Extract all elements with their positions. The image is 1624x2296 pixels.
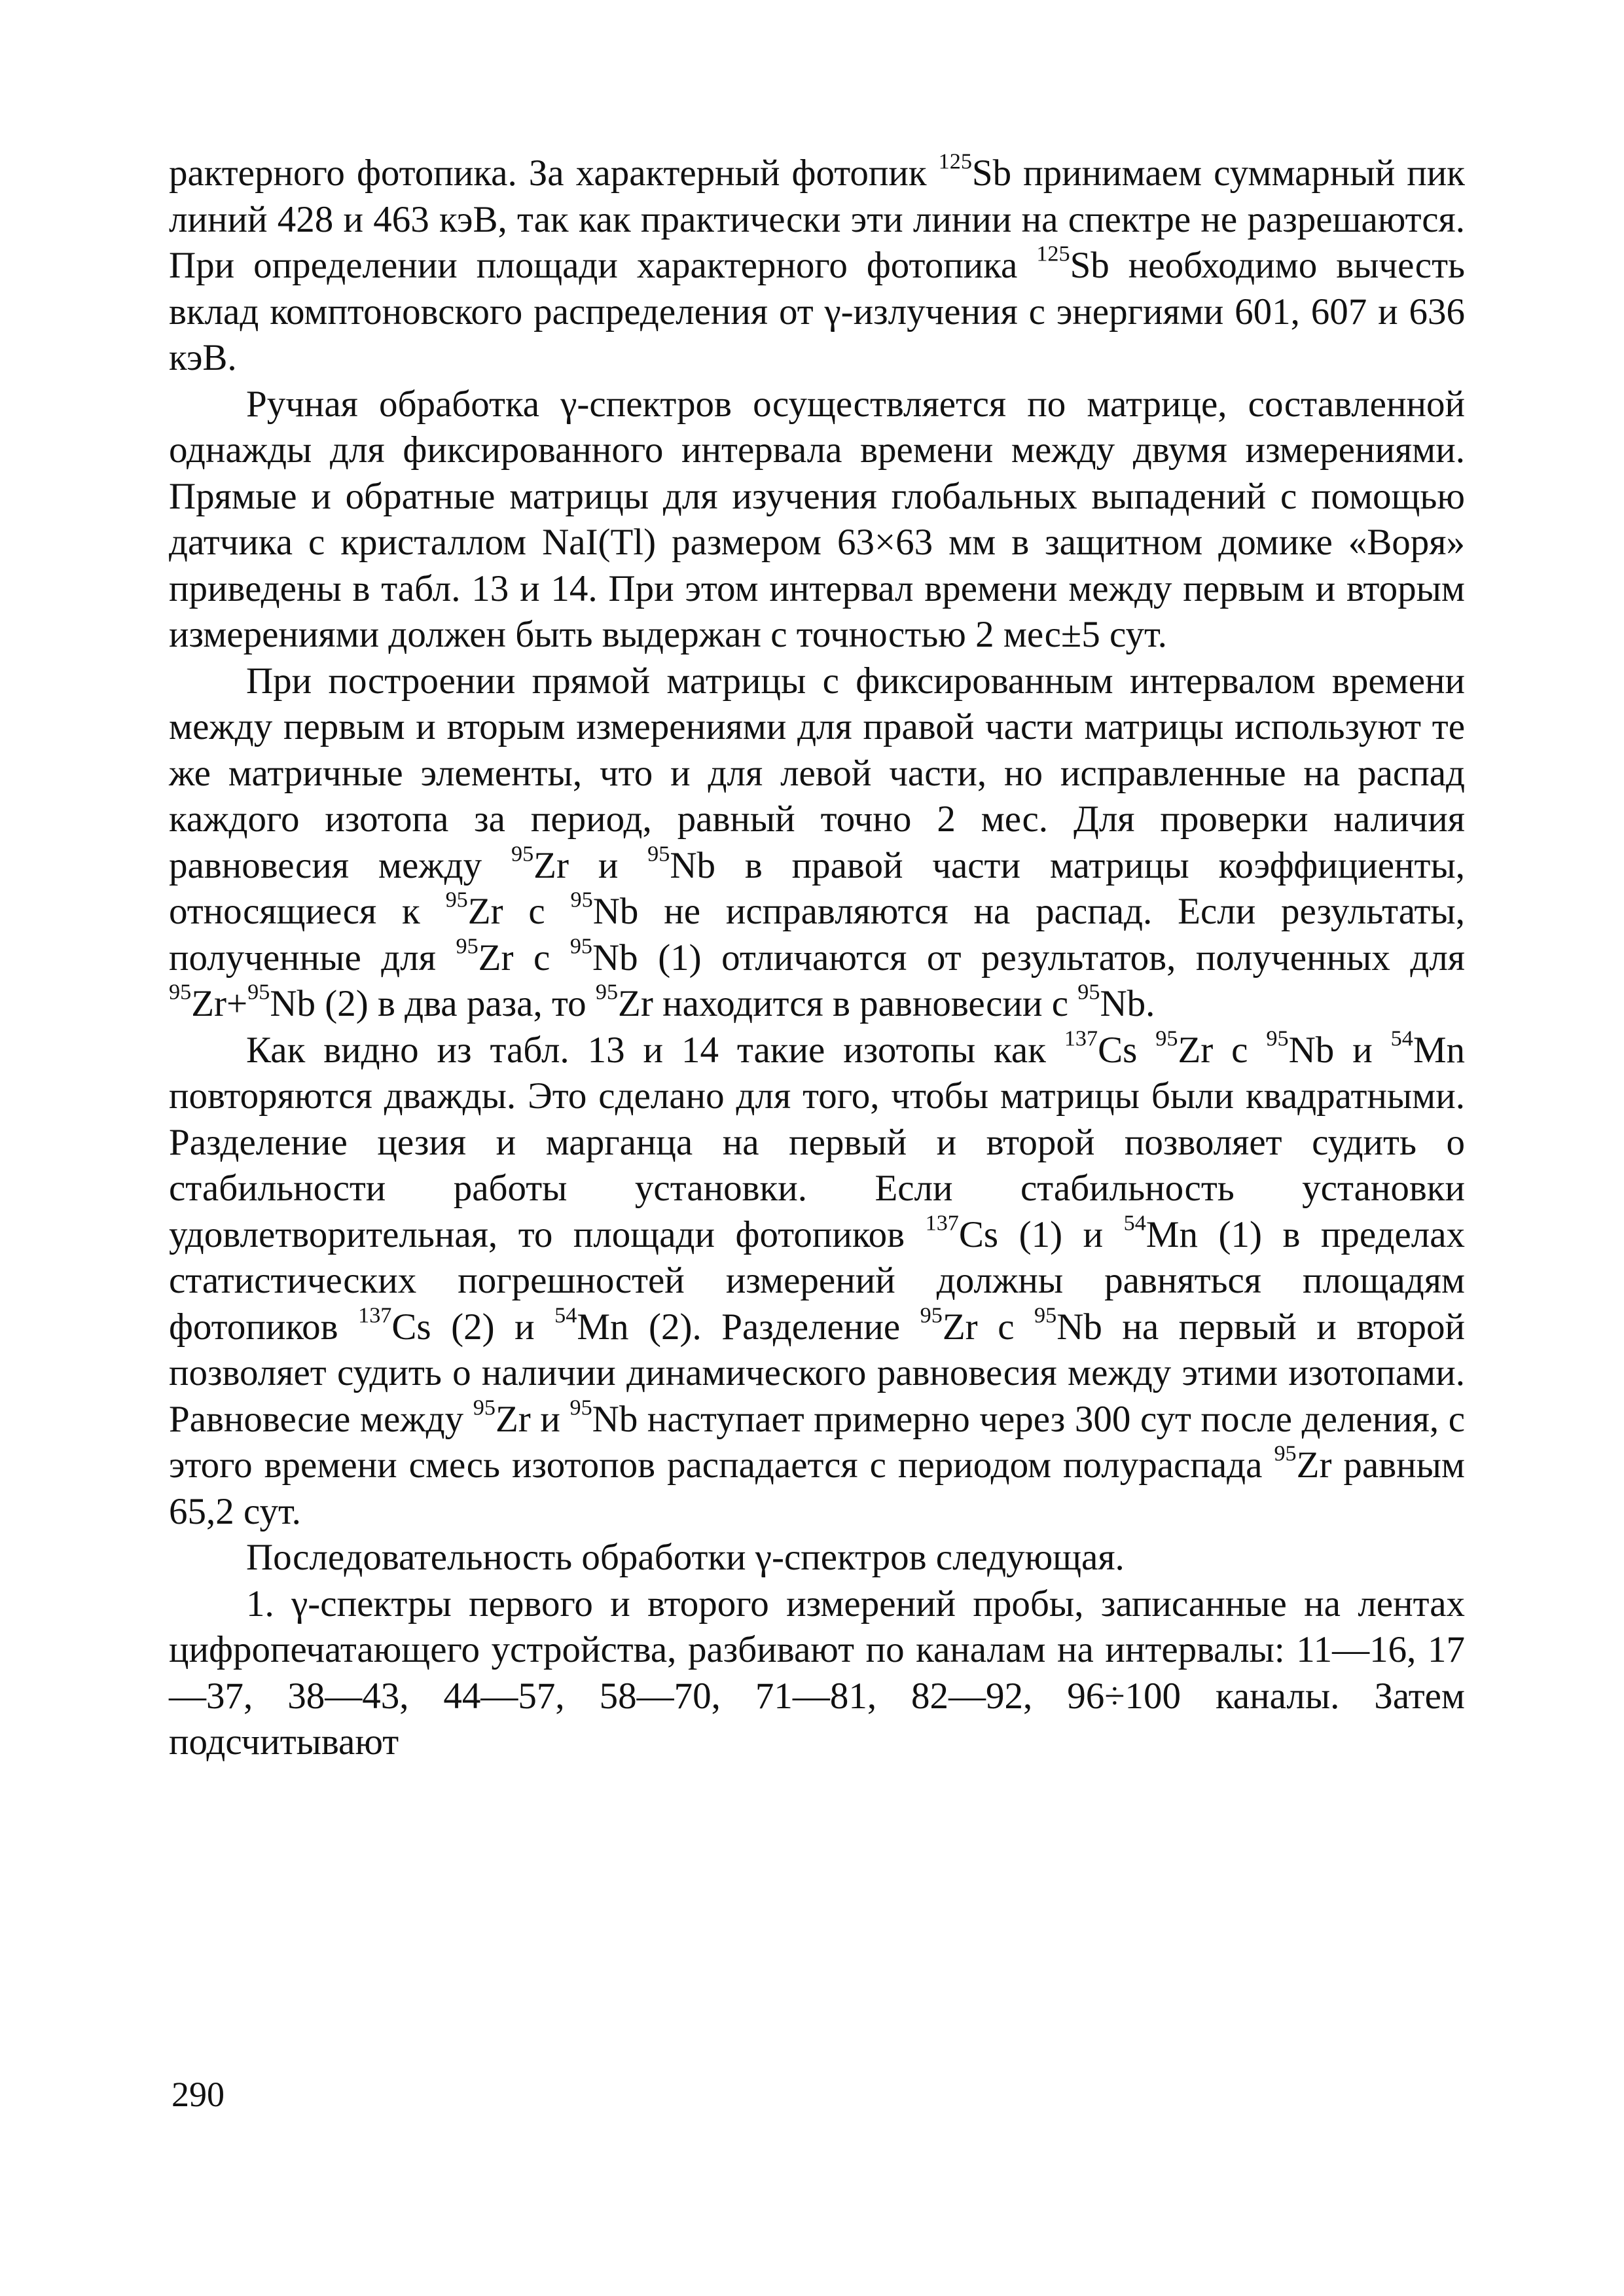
paragraph — [169, 1581, 1465, 1766]
text-run: Zr равным 65,2 сут. — [169, 1444, 1465, 1532]
text-run: Nb наступает примерно через 300 сут после деления, с этого времени смесь изотопов распадается с периодом полураспада — [169, 1398, 1466, 1486]
isotope-mass-number: 95 — [647, 841, 670, 866]
text-run: Nb на первый и второй позволяет судить о наличии динамического равновесия между этими изотопами. Равновесие между — [169, 1306, 1465, 1440]
text-run: Nb (2) в два раза, то — [270, 983, 596, 1024]
text-run: Zr с — [1178, 1029, 1267, 1071]
isotope-mass-number: 95 — [473, 1395, 496, 1420]
text-run: Zr и — [533, 844, 648, 886]
paragraph — [169, 382, 1465, 658]
text-run: Zr с — [478, 937, 570, 978]
text-run: Cs — [1098, 1029, 1156, 1071]
text-run: Ручная обработка γ-спектров осуществляется по матрице, составленной однажды для фиксированного интервала времени между двумя измерениями. Прямые и обратные матрицы для изучения глобальных выпадений с помощью датчика с кристаллом NaI(Tl) размером 63×63 мм в защитном домике «Воря» приведены в табл. 13 и 14. При этом интервал времени между первым и вторым измерениями должен быть выдержан с точностью 2 мес±5 сут. — [169, 383, 1465, 655]
isotope-mass-number: 125 — [1036, 242, 1070, 266]
text-run: Nb (1) отличаются от результатов, полученных для — [592, 937, 1465, 978]
isotope-mass-number: 137 — [358, 1302, 392, 1327]
text-run: Zr+ — [191, 983, 248, 1024]
text-run: Cs (1) и — [958, 1213, 1124, 1255]
isotope-mass-number: 95 — [1274, 1441, 1297, 1466]
text-run: Mn повторяются дважды. Это сделано для того, чтобы матрицы были квадратными. Разделение цезия и марганца на первый и второй позволяет судить о стабильности работы установки. Если стабильность установки удовлетворительная, то площади фотопиков — [169, 1029, 1465, 1255]
text-run: Последовательность обработки γ-спектров следующая. — [246, 1537, 1125, 1578]
isotope-mass-number: 125 — [938, 149, 972, 174]
text-column — [169, 151, 1465, 1766]
text-run: Sb принимаем суммарный пик линий 428 и 463 кэВ, так как практически эти линии на спектре не разрешаются. При определении площади характерного фотопика — [169, 152, 1465, 286]
isotope-mass-number: 95 — [1266, 1026, 1289, 1050]
text-run: Sb необходимо вычесть вклад комптоновского распределения от γ-излучения с энергиями 601, 607 и 636 кэВ. — [169, 245, 1465, 378]
text-run: Zr и — [495, 1398, 570, 1440]
isotope-mass-number: 95 — [511, 841, 534, 866]
isotope-mass-number: 137 — [925, 1210, 959, 1235]
isotope-mass-number: 95 — [1034, 1302, 1057, 1327]
isotope-mass-number: 95 — [247, 980, 270, 1005]
text-run: 1. γ-спектры первого и второго измерений пробы, записанные на лентах цифропечатающего устройства, разбивают по каналам на интервалы: 11—16, 17—37, 38—43, 44—57, 58—70, 71—81, 82—92, 96÷100 каналы. Затем подсчитывают — [169, 1583, 1465, 1763]
isotope-mass-number: 95 — [595, 980, 619, 1005]
isotope-mass-number: 137 — [1064, 1026, 1098, 1050]
text-run: Nb и — [1288, 1029, 1391, 1071]
isotope-mass-number: 95 — [456, 933, 478, 958]
paragraph — [169, 1028, 1465, 1535]
isotope-mass-number: 54 — [1390, 1026, 1413, 1050]
page-body — [169, 151, 1465, 1766]
isotope-mass-number: 54 — [1123, 1210, 1146, 1235]
text-run: Mn (1) в пределах статистических погрешностей измерений должны равняться площадям фотопиков — [169, 1213, 1465, 1348]
text-run: Zr находится в равновесии с — [618, 983, 1078, 1024]
paragraph — [169, 1535, 1465, 1581]
text-run: Mn (2). Разделение — [577, 1306, 920, 1348]
text-run: Zr с — [942, 1306, 1035, 1348]
page-number: 290 — [171, 2075, 225, 2114]
isotope-mass-number: 95 — [920, 1302, 943, 1327]
paragraph — [169, 658, 1465, 1028]
isotope-mass-number: 95 — [1077, 980, 1100, 1005]
text-run: Cs (2) и — [391, 1306, 555, 1348]
isotope-mass-number: 95 — [445, 888, 468, 912]
isotope-mass-number: 54 — [554, 1302, 577, 1327]
text-run: При построении прямой матрицы с фиксированным интервалом времени между первым и вторым измерениями для правой части матрицы используют те же матричные элементы, что и для левой части, но исправленные на распад каждого изотопа за период, равный точно 2 мес. Для проверки наличия равновесия между — [169, 660, 1465, 886]
isotope-mass-number: 95 — [169, 980, 192, 1005]
isotope-mass-number: 95 — [569, 1395, 592, 1420]
text-run: Nb. — [1100, 983, 1155, 1024]
text-run: Nb в правой части матрицы коэффициенты, относящиеся к — [169, 844, 1466, 932]
text-run: Как видно из табл. 13 и 14 такие изотопы как — [246, 1029, 1064, 1071]
text-run: Zr с — [467, 891, 571, 932]
text-run: рактерного фотопика. За характерный фотопик — [169, 152, 939, 194]
isotope-mass-number: 95 — [570, 888, 593, 912]
isotope-mass-number: 95 — [569, 933, 593, 958]
isotope-mass-number: 95 — [1155, 1026, 1178, 1050]
paragraph — [169, 151, 1465, 382]
text-run: Nb не исправляются на распад. Если результаты, полученные для — [169, 891, 1465, 978]
